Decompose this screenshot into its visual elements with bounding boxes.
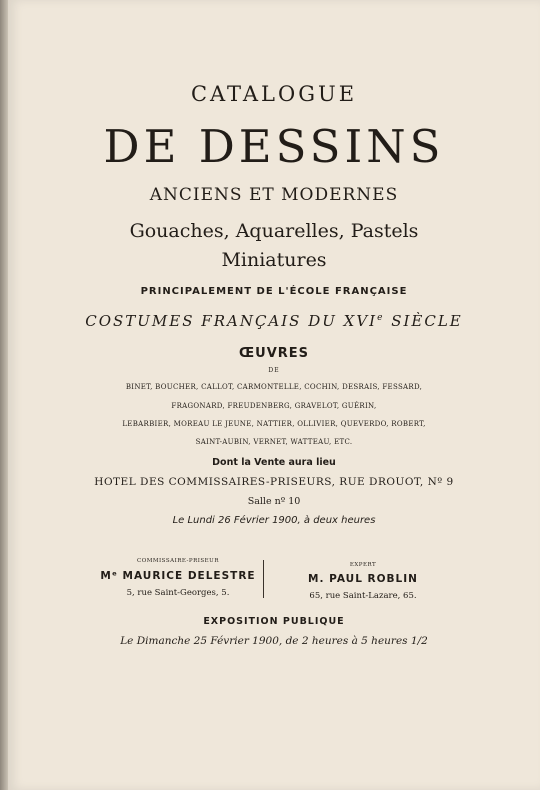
heading-catalogue: CATALOGUE: [190, 82, 358, 106]
school-line: PRINCIPALEMENT DE L'ÉCOLE FRANÇAISE: [140, 286, 408, 297]
sale-room: Salle nº 10: [247, 496, 301, 507]
auctioneer-role: COMMISSAIRE-PRISEUR: [137, 558, 219, 564]
costumes-tail: SIÈCLE: [384, 312, 463, 330]
expert-role: EXPERT: [349, 562, 377, 568]
auctioneer-name: Mᵉ MAURICE DELESTRE: [100, 570, 256, 582]
costumes-line: [8, 312, 540, 330]
sale-intro: Dont la Vente aura lieu: [212, 457, 336, 468]
works-heading: ŒUVRES: [238, 346, 310, 361]
auctioneer-address: 5, rue Saint-Georges, 5.: [126, 588, 230, 598]
artists-line-1: BINET, BOUCHER, CALLOT, CARMONTELLE, COCHIN, DESRAIS, FESSARD,: [125, 383, 423, 391]
artists-line-4: SAINT-AUBIN, VERNET, WATTEAU, ETC.: [195, 438, 353, 446]
column-divider: [263, 560, 264, 598]
exhibition-date: Le Dimanche 25 Février 1900, de 2 heures à 5 heures 1/2: [120, 635, 428, 647]
costumes-sup: e: [377, 313, 385, 323]
works-de: DE: [268, 367, 280, 374]
artists-line-3: LEBARBIER, MOREAU LE JEUNE, NATTIER, OLLIVIER, QUEVERDO, ROBERT,: [122, 420, 426, 428]
artists-line-2: FRAGONARD, FREUDENBERG, GRAVELOT, GUÉRIN,: [171, 402, 377, 410]
catalogue-title-page: [8, 0, 540, 790]
expert-name: M. PAUL ROBLIN: [308, 573, 418, 585]
subheading-anciens-modernes: ANCIENS ET MODERNES: [149, 185, 399, 205]
media-line-2: Miniatures: [221, 249, 327, 271]
exhibition-heading: EXPOSITION PUBLIQUE: [203, 616, 345, 627]
page-edge: [0, 0, 8, 790]
heading-de-dessins: DE DESSINS: [103, 120, 445, 173]
sale-date: Le Lundi 26 Février 1900, à deux heures: [172, 515, 376, 526]
media-line-1: Gouaches, Aquarelles, Pastels: [129, 220, 419, 242]
costumes-text: COSTUMES FRANÇAIS DU XVI: [85, 312, 378, 330]
expert-address: 65, rue Saint-Lazare, 65.: [309, 591, 417, 601]
sale-venue: HOTEL DES COMMISSAIRES-PRISEURS, RUE DROUOT, Nº 9: [94, 476, 454, 488]
